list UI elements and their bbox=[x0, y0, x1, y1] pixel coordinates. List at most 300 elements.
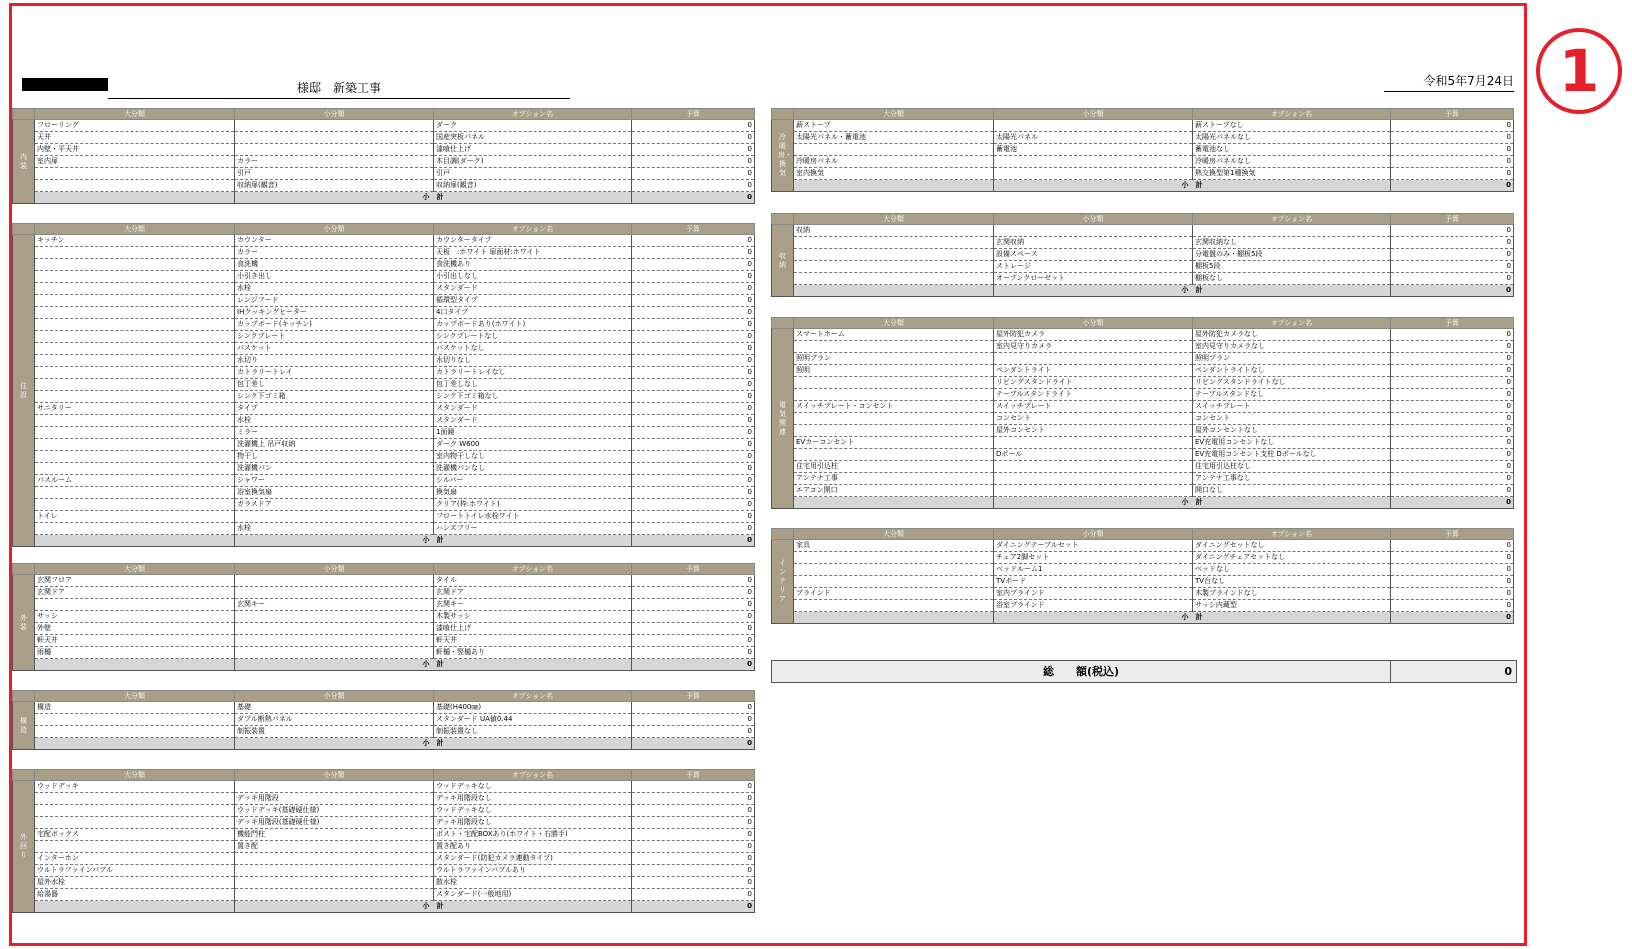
table-row bbox=[13, 877, 755, 889]
cell-minor bbox=[235, 889, 434, 901]
table-row bbox=[772, 473, 1514, 485]
cell-minor: 室内見守りカメラ bbox=[994, 341, 1193, 353]
document-title: 様邸 新築工事 bbox=[108, 79, 570, 99]
subtotal-value: 0 bbox=[1391, 285, 1514, 297]
section-side-label: 住設 bbox=[13, 235, 35, 547]
table-row bbox=[13, 523, 755, 535]
cell-minor: 引戸 bbox=[235, 168, 434, 180]
cell-budget: 0 bbox=[632, 726, 755, 738]
cell-minor: ペンダントライト bbox=[994, 365, 1193, 377]
cell-budget: 0 bbox=[1391, 225, 1514, 237]
cell-major: 照明プラン bbox=[794, 353, 994, 365]
cell-option: 制振装置なし bbox=[434, 726, 632, 738]
cell-option: 太陽光パネルなし bbox=[1193, 132, 1391, 144]
cell-budget: 0 bbox=[1391, 365, 1514, 377]
cell-major: バスルーム bbox=[35, 475, 235, 487]
cell-minor bbox=[994, 473, 1193, 485]
column-header-option: オプション名 bbox=[434, 691, 632, 702]
cell-major: トイレ bbox=[35, 511, 235, 523]
cell-option: ウッドデッキなし bbox=[434, 781, 632, 793]
cell-option: シンク下ゴミ箱なし bbox=[434, 391, 632, 403]
cell-major: ブラインド bbox=[794, 588, 994, 600]
subtotal-label: 小 計 bbox=[994, 497, 1391, 509]
cell-option: デッキ用階段なし bbox=[434, 817, 632, 829]
subtotal-value: 0 bbox=[632, 192, 755, 204]
cell-budget: 0 bbox=[632, 283, 755, 295]
cell-minor bbox=[994, 461, 1193, 473]
table-row bbox=[13, 168, 755, 180]
subtotal-label: 小 計 bbox=[994, 612, 1391, 624]
cell-option: 洗濯機パンなし bbox=[434, 463, 632, 475]
cell-budget: 0 bbox=[632, 523, 755, 535]
cell-option: スタンダード bbox=[434, 415, 632, 427]
subtotal-label: 小 計 bbox=[235, 192, 632, 204]
cell-minor bbox=[235, 635, 434, 647]
cell-option: サッシ内蔵型 bbox=[1193, 600, 1391, 612]
cell-option: 水切りなし bbox=[434, 355, 632, 367]
cell-option: コンセント bbox=[1193, 413, 1391, 425]
subtotal-row bbox=[13, 535, 755, 547]
cell-option: EV充電用コンセントなし bbox=[1193, 437, 1391, 449]
cell-option: ベッドなし bbox=[1193, 564, 1391, 576]
cell-option: 収納扉(観音) bbox=[434, 180, 632, 192]
cell-budget: 0 bbox=[632, 180, 755, 192]
column-header-major: 大分類 bbox=[794, 109, 994, 120]
subtotal-label: 小 計 bbox=[994, 180, 1391, 192]
cell-major bbox=[794, 249, 994, 261]
cell-major bbox=[35, 841, 235, 853]
cell-major bbox=[794, 341, 994, 353]
cell-minor: レンジフード bbox=[235, 295, 434, 307]
cell-option: 棚板なし bbox=[1193, 273, 1391, 285]
table-row bbox=[13, 403, 755, 415]
cell-option: 軒樋・竪樋あり bbox=[434, 647, 632, 659]
cell-option: 室内見守りカメラなし bbox=[1193, 341, 1391, 353]
table-row bbox=[13, 343, 755, 355]
table-row bbox=[13, 295, 755, 307]
subtotal-value: 0 bbox=[1391, 612, 1514, 624]
table-row bbox=[13, 714, 755, 726]
cell-option: カウンタータイプ bbox=[434, 235, 632, 247]
cell-minor bbox=[235, 144, 434, 156]
cell-major bbox=[794, 449, 994, 461]
table-row bbox=[13, 259, 755, 271]
section-gaikou bbox=[12, 769, 754, 913]
table-row bbox=[13, 865, 755, 877]
column-header-budget: 予算 bbox=[1391, 109, 1514, 120]
cell-minor: オープンクローゼット bbox=[994, 273, 1193, 285]
cell-major: 玄関フロア bbox=[35, 575, 235, 587]
cell-budget: 0 bbox=[1391, 449, 1514, 461]
cell-option: 住宅用引込柱なし bbox=[1193, 461, 1391, 473]
table-row bbox=[772, 540, 1514, 552]
cell-minor: 玄関収納 bbox=[994, 237, 1193, 249]
table-row bbox=[772, 552, 1514, 564]
column-header-option: オプション名 bbox=[1193, 109, 1391, 120]
section-side-label: 内装 bbox=[13, 120, 35, 204]
section-side-label: 冷暖房・換気 bbox=[772, 120, 794, 192]
table-row bbox=[13, 271, 755, 283]
table-row bbox=[13, 623, 755, 635]
cell-major bbox=[35, 523, 235, 535]
cell-option: 木製サッシ bbox=[434, 611, 632, 623]
cell-budget: 0 bbox=[632, 499, 755, 511]
cell-budget: 0 bbox=[1391, 588, 1514, 600]
cell-option: 屋外コンセントなし bbox=[1193, 425, 1391, 437]
table-row bbox=[772, 485, 1514, 497]
cell-option: 軒天井 bbox=[434, 635, 632, 647]
cell-minor: 水栓 bbox=[235, 523, 434, 535]
subtotal-label: 小 計 bbox=[235, 659, 632, 671]
table-row bbox=[772, 401, 1514, 413]
table-row bbox=[772, 449, 1514, 461]
cell-minor: ダイニングテーブルセット bbox=[994, 540, 1193, 552]
table-row bbox=[13, 427, 755, 439]
table-row bbox=[13, 235, 755, 247]
column-header-budget: 予算 bbox=[632, 564, 755, 575]
cell-option: 薪ストーブなし bbox=[1193, 120, 1391, 132]
cell-major bbox=[35, 451, 235, 463]
cell-option: 4口タイプ bbox=[434, 307, 632, 319]
cell-minor: カトラリートレイ bbox=[235, 367, 434, 379]
cell-budget: 0 bbox=[1391, 485, 1514, 497]
subtotal-row bbox=[13, 901, 755, 913]
table-row bbox=[13, 463, 755, 475]
cell-minor: 太陽光パネル bbox=[994, 132, 1193, 144]
cell-major bbox=[35, 391, 235, 403]
cell-minor: シンク下ゴミ箱 bbox=[235, 391, 434, 403]
cell-budget: 0 bbox=[1391, 132, 1514, 144]
budget-table bbox=[12, 108, 755, 204]
cell-budget: 0 bbox=[632, 829, 755, 841]
cell-option: 置き配あり bbox=[434, 841, 632, 853]
table-row bbox=[13, 587, 755, 599]
table-row bbox=[13, 793, 755, 805]
cell-option: スタンダード bbox=[434, 283, 632, 295]
section-side-label: 外装 bbox=[13, 575, 35, 671]
cell-minor: スイッチプレート bbox=[994, 401, 1193, 413]
cell-minor: 洗濯機上 吊戸収納 bbox=[235, 439, 434, 451]
table-row bbox=[772, 461, 1514, 473]
cell-major bbox=[794, 425, 994, 437]
budget-table bbox=[771, 528, 1514, 624]
cell-major bbox=[35, 463, 235, 475]
cell-minor: 物干し bbox=[235, 451, 434, 463]
table-row bbox=[772, 600, 1514, 612]
cell-minor: 制振装置 bbox=[235, 726, 434, 738]
section-side-label: インテリア bbox=[772, 540, 794, 624]
cell-option: ポスト・宅配BOXあり(ホワイト・右勝手) bbox=[434, 829, 632, 841]
cell-major: サッシ bbox=[35, 611, 235, 623]
subtotal-value: 0 bbox=[632, 535, 755, 547]
subtotal-value: 0 bbox=[632, 659, 755, 671]
cell-major bbox=[35, 259, 235, 271]
cell-minor: タイプ bbox=[235, 403, 434, 415]
cell-budget: 0 bbox=[1391, 564, 1514, 576]
cell-budget: 0 bbox=[632, 623, 755, 635]
cell-major: 外壁 bbox=[35, 623, 235, 635]
subtotal-row bbox=[13, 659, 755, 671]
table-row bbox=[772, 588, 1514, 600]
table-row bbox=[13, 379, 755, 391]
cell-option: シルバー bbox=[434, 475, 632, 487]
cell-option: ダイニングチェアセットなし bbox=[1193, 552, 1391, 564]
cell-major bbox=[35, 180, 235, 192]
cell-option: タイル bbox=[434, 575, 632, 587]
cell-option: ダーク W600 bbox=[434, 439, 632, 451]
cell-minor: シンクプレート bbox=[235, 331, 434, 343]
budget-table bbox=[12, 690, 755, 750]
cell-minor: バスケット bbox=[235, 343, 434, 355]
column-header-option: オプション名 bbox=[434, 770, 632, 781]
cell-budget: 0 bbox=[632, 451, 755, 463]
cell-option: スタンダード(防犯カメラ連動タイプ) bbox=[434, 853, 632, 865]
cell-minor: 水切り bbox=[235, 355, 434, 367]
column-header-budget: 予算 bbox=[632, 770, 755, 781]
table-row bbox=[13, 391, 755, 403]
cell-major: 室内換気 bbox=[794, 168, 994, 180]
table-row bbox=[772, 564, 1514, 576]
cell-option: 国産突板パネル bbox=[434, 132, 632, 144]
cell-minor bbox=[994, 485, 1193, 497]
table-row bbox=[13, 367, 755, 379]
cell-budget: 0 bbox=[1391, 353, 1514, 365]
cell-budget: 0 bbox=[1391, 540, 1514, 552]
cell-budget: 0 bbox=[632, 247, 755, 259]
cell-minor: ストレージ bbox=[994, 261, 1193, 273]
cell-minor: 収納扉(観音) bbox=[235, 180, 434, 192]
cell-option: スタンダード UA値0.44 bbox=[434, 714, 632, 726]
cell-minor bbox=[994, 437, 1193, 449]
cell-budget: 0 bbox=[1391, 249, 1514, 261]
cell-minor: Dポール bbox=[994, 449, 1193, 461]
column-header-minor: 小分類 bbox=[235, 564, 434, 575]
cell-minor bbox=[235, 853, 434, 865]
cell-budget: 0 bbox=[632, 355, 755, 367]
subtotal-label: 小 計 bbox=[235, 738, 632, 750]
budget-table bbox=[12, 563, 755, 671]
table-row bbox=[13, 511, 755, 523]
cell-minor: 蓄電池 bbox=[994, 144, 1193, 156]
cell-minor bbox=[994, 156, 1193, 168]
cell-budget: 0 bbox=[632, 427, 755, 439]
budget-table bbox=[771, 108, 1514, 192]
grand-total-value: 0 bbox=[1504, 665, 1512, 678]
table-row bbox=[13, 611, 755, 623]
column-header-minor: 小分類 bbox=[235, 770, 434, 781]
table-row bbox=[13, 889, 755, 901]
cell-option: カップボードあり(ホワイト) bbox=[434, 319, 632, 331]
column-header-minor: 小分類 bbox=[235, 109, 434, 120]
cell-minor bbox=[235, 647, 434, 659]
cell-major bbox=[35, 805, 235, 817]
cell-budget: 0 bbox=[632, 415, 755, 427]
grand-total bbox=[771, 660, 1517, 683]
cell-budget: 0 bbox=[1391, 437, 1514, 449]
cell-option: 蓄電池なし bbox=[1193, 144, 1391, 156]
column-header-major: 大分類 bbox=[794, 318, 994, 329]
cell-option: 分電盤のみ・棚板5段 bbox=[1193, 249, 1391, 261]
cell-major: 太陽光パネル・蓄電池 bbox=[794, 132, 994, 144]
cell-major: 玄関ドア bbox=[35, 587, 235, 599]
cell-major: 家具 bbox=[794, 540, 994, 552]
cell-minor bbox=[235, 877, 434, 889]
cell-option: 基礎(H400㎜) bbox=[434, 702, 632, 714]
section-kozo bbox=[12, 690, 754, 750]
subtotal-value: 0 bbox=[1391, 497, 1514, 509]
cell-budget: 0 bbox=[632, 259, 755, 271]
cell-minor: 浴室ブラインド bbox=[994, 600, 1193, 612]
cell-budget: 0 bbox=[1391, 401, 1514, 413]
table-row bbox=[13, 319, 755, 331]
cell-major bbox=[35, 247, 235, 259]
cell-budget: 0 bbox=[632, 463, 755, 475]
column-header-major: 大分類 bbox=[794, 214, 994, 225]
cell-major bbox=[794, 144, 994, 156]
cell-major bbox=[794, 552, 994, 564]
column-header-major: 大分類 bbox=[794, 529, 994, 540]
cell-minor bbox=[235, 511, 434, 523]
cell-minor: ミラー bbox=[235, 427, 434, 439]
table-row bbox=[772, 156, 1514, 168]
table-row bbox=[13, 702, 755, 714]
cell-minor: ダブル断熱パネル bbox=[235, 714, 434, 726]
cell-minor bbox=[994, 120, 1193, 132]
cell-major: 冷暖房パネル bbox=[794, 156, 994, 168]
cell-budget: 0 bbox=[1391, 168, 1514, 180]
column-header-budget: 予算 bbox=[632, 691, 755, 702]
header-row bbox=[13, 691, 755, 702]
column-header-major: 大分類 bbox=[35, 770, 235, 781]
cell-minor: テーブルスタンドライト bbox=[994, 389, 1193, 401]
column-header-minor: 小分類 bbox=[994, 109, 1193, 120]
cell-option: 熱交換型第1種換気 bbox=[1193, 168, 1391, 180]
subtotal-value: 0 bbox=[1391, 180, 1514, 192]
cell-minor bbox=[235, 623, 434, 635]
cell-option: リビングスタンドライトなし bbox=[1193, 377, 1391, 389]
budget-table bbox=[771, 317, 1514, 509]
table-row bbox=[13, 180, 755, 192]
cell-budget: 0 bbox=[632, 295, 755, 307]
cell-minor: 設備スペース bbox=[994, 249, 1193, 261]
cell-minor: IHクッキングヒーター bbox=[235, 307, 434, 319]
subtotal-row bbox=[772, 612, 1514, 624]
cell-major bbox=[35, 599, 235, 611]
cell-minor bbox=[235, 120, 434, 132]
column-header-budget: 予算 bbox=[1391, 529, 1514, 540]
cell-minor: 機能門柱 bbox=[235, 829, 434, 841]
cell-minor: 洗濯機パン bbox=[235, 463, 434, 475]
cell-major bbox=[35, 726, 235, 738]
cell-budget: 0 bbox=[632, 587, 755, 599]
table-row bbox=[13, 451, 755, 463]
cell-option bbox=[1193, 225, 1391, 237]
column-header-option: オプション名 bbox=[1193, 529, 1391, 540]
cell-budget: 0 bbox=[1391, 237, 1514, 249]
cell-option: スタンダード bbox=[434, 403, 632, 415]
cell-budget: 0 bbox=[632, 817, 755, 829]
cell-budget: 0 bbox=[632, 599, 755, 611]
cell-budget: 0 bbox=[632, 144, 755, 156]
budget-table bbox=[771, 213, 1514, 297]
table-row bbox=[772, 249, 1514, 261]
cell-budget: 0 bbox=[1391, 329, 1514, 341]
section-naiso bbox=[12, 108, 754, 204]
table-row bbox=[772, 341, 1514, 353]
table-row bbox=[772, 365, 1514, 377]
cell-minor: ベッドルーム1 bbox=[994, 564, 1193, 576]
cell-budget: 0 bbox=[1391, 389, 1514, 401]
cell-budget: 0 bbox=[632, 714, 755, 726]
subtotal-label: 小 計 bbox=[235, 901, 632, 913]
cell-minor: デッキ用階段(基礎硬仕様) bbox=[235, 817, 434, 829]
cell-major: ウッドデッキ bbox=[35, 781, 235, 793]
cell-major bbox=[794, 261, 994, 273]
cell-budget: 0 bbox=[1391, 473, 1514, 485]
table-row bbox=[13, 599, 755, 611]
cell-option: 漆喰仕上げ bbox=[434, 144, 632, 156]
table-row bbox=[13, 841, 755, 853]
cell-minor bbox=[994, 353, 1193, 365]
cell-option: ペンダントライトなし bbox=[1193, 365, 1391, 377]
cell-budget: 0 bbox=[632, 132, 755, 144]
cell-minor bbox=[994, 225, 1193, 237]
cell-budget: 0 bbox=[632, 403, 755, 415]
header-row bbox=[772, 214, 1514, 225]
cell-option: 開口なし bbox=[1193, 485, 1391, 497]
section-side-label: 収納 bbox=[772, 225, 794, 297]
cell-option: ダイニングセットなし bbox=[1193, 540, 1391, 552]
header-row bbox=[772, 318, 1514, 329]
table-row bbox=[13, 132, 755, 144]
subtotal-row bbox=[13, 192, 755, 204]
column-header-minor: 小分類 bbox=[994, 529, 1193, 540]
cell-option: スタンダード(一般地用) bbox=[434, 889, 632, 901]
cell-major bbox=[794, 273, 994, 285]
cell-option: TV台なし bbox=[1193, 576, 1391, 588]
cell-major: 雨樋 bbox=[35, 647, 235, 659]
cell-budget: 0 bbox=[632, 307, 755, 319]
table-row bbox=[13, 439, 755, 451]
column-header-option: オプション名 bbox=[434, 224, 632, 235]
cell-major bbox=[35, 499, 235, 511]
cell-option: 漆喰仕上げ bbox=[434, 623, 632, 635]
cell-major: アンテナ工事 bbox=[794, 473, 994, 485]
cell-minor: 玄関キー bbox=[235, 599, 434, 611]
table-row bbox=[772, 576, 1514, 588]
table-row bbox=[13, 805, 755, 817]
cell-major: フローリング bbox=[35, 120, 235, 132]
cell-budget: 0 bbox=[632, 647, 755, 659]
table-row bbox=[772, 389, 1514, 401]
cell-major bbox=[35, 439, 235, 451]
cell-budget: 0 bbox=[632, 702, 755, 714]
cell-budget: 0 bbox=[632, 511, 755, 523]
table-row bbox=[772, 413, 1514, 425]
table-row bbox=[13, 781, 755, 793]
header-row bbox=[13, 770, 755, 781]
section-shuno bbox=[771, 213, 1513, 297]
cell-budget: 0 bbox=[632, 391, 755, 403]
table-row bbox=[13, 647, 755, 659]
cell-minor: 包丁差し bbox=[235, 379, 434, 391]
section-gaiso bbox=[12, 563, 754, 671]
cell-major bbox=[794, 413, 994, 425]
cell-major bbox=[35, 295, 235, 307]
table-row bbox=[772, 425, 1514, 437]
cell-budget: 0 bbox=[632, 575, 755, 587]
cell-minor: 屋外コンセント bbox=[994, 425, 1193, 437]
